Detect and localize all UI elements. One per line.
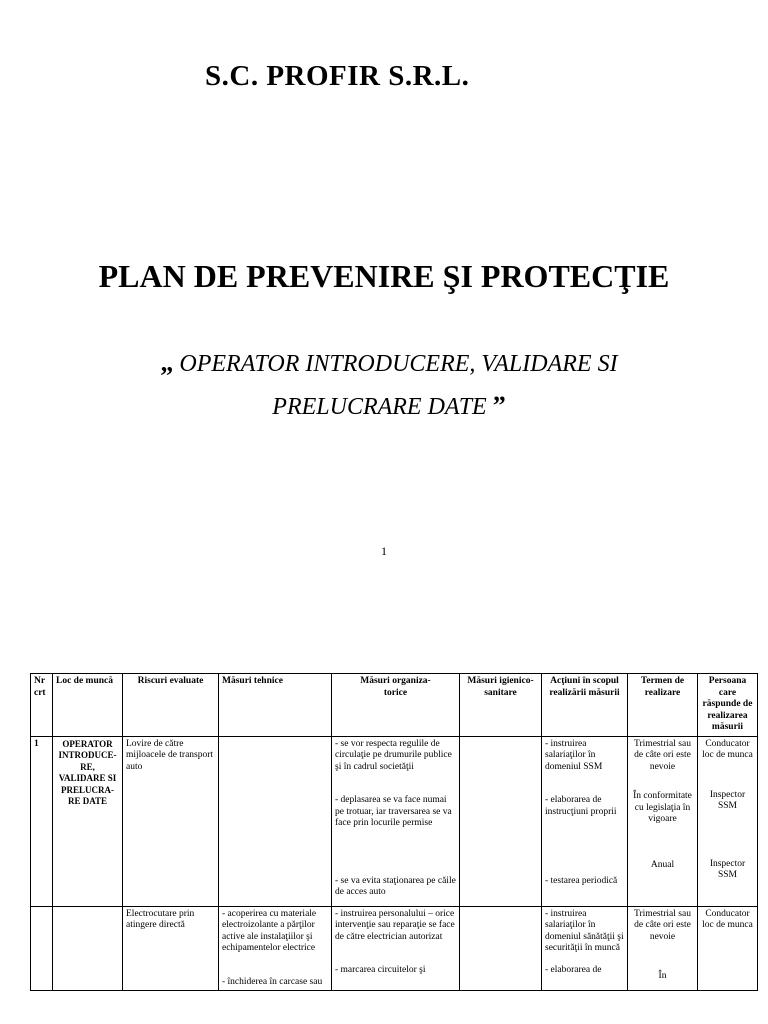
row-actiuni — [542, 736, 628, 906]
organizatorice-item: - se vor respecta regulile de circulaţie pe drumurile publice şi în cadrul societăţii — [335, 738, 452, 772]
termen-item: În conformitate cu legislaţia în vigoare — [633, 791, 692, 824]
persoana-item: Conducator loc de munca — [702, 908, 753, 930]
row-nr — [31, 906, 53, 991]
tehnice-item: - acoperirea cu materiale electroizolante a părţilor active ale instalaţiilor şi echipamentelor electrice — [222, 908, 317, 953]
row-igienico — [460, 906, 542, 991]
organizatorice-item: - instruirea personalului – orice intervenţie sau reparaţie se face de către electrician autorizat — [335, 908, 455, 942]
row-igienico — [460, 736, 542, 906]
actiuni-item: - instruirea salariaţilor în domeniul sănătăţii şi securităţii în muncă — [545, 908, 624, 953]
col-header-organizatorice: Măsuri organiza- torice — [332, 674, 460, 737]
risk-plan-table — [30, 673, 758, 991]
row-risc: Electrocutare prin atingere directă — [123, 906, 219, 991]
row-tehnice — [219, 736, 332, 906]
termen-item: În — [658, 971, 667, 981]
company-name: S.C. PROFIR S.R.L. — [205, 60, 470, 92]
row-organizatorice — [332, 906, 460, 991]
table-row — [31, 736, 758, 906]
row-risc: Lovire de către mijloacele de transport auto — [123, 736, 219, 906]
actiuni-item: - testarea periodică — [545, 876, 618, 886]
persoana-item: Inspector SSM — [709, 858, 746, 880]
table-header-row — [31, 674, 758, 737]
row-tehnice — [219, 906, 332, 991]
tehnice-item: - închiderea în carcase sau — [222, 976, 323, 987]
close-quote: ” — [492, 391, 506, 420]
persoana-item: Conducator loc de munca — [702, 738, 753, 760]
col-header-persoana: Persoana care răspunde de realizarea măsurii — [698, 674, 758, 737]
termen-item: Trimestrial sau de câte ori este nevoie — [634, 738, 691, 772]
col-header-tehnice: Măsuri tehnice — [219, 674, 332, 737]
col-header-loc: Loc de muncă — [53, 674, 123, 737]
termen-item: Trimestrial sau de câte ori este nevoie — [634, 908, 691, 942]
organizatorice-item: - se va evita staţionarea pe căile de acces auto — [335, 875, 456, 897]
row-loc: OPERATOR INTRODUCE-RE, VALIDARE SI PRELUCRA-RE DATE — [53, 736, 123, 906]
subtitle-line-1: OPERATOR INTRODUCERE, VALIDARE SI — [179, 351, 618, 377]
plan-subtitle — [60, 342, 718, 428]
actiuni-item: - elaborarea de instrucţiuni proprii — [545, 795, 617, 817]
col-header-igienico: Măsuri igienico-sanitare — [460, 674, 542, 737]
actiuni-item: - elaborarea de — [545, 964, 602, 975]
row-organizatorice — [332, 736, 460, 906]
row-termen — [628, 736, 698, 906]
row-termen — [628, 906, 698, 991]
row-nr: 1 — [31, 736, 53, 906]
page-number: 1 — [381, 544, 387, 558]
row-persoana — [698, 736, 758, 906]
plan-title: PLAN DE PREVENIRE ŞI PROTECŢIE — [98, 258, 670, 294]
col-header-riscuri: Riscuri evaluate — [123, 674, 219, 737]
actiuni-item: - instruirea salariaţilor în domeniul SSM — [545, 738, 603, 772]
termen-item: Anual — [650, 859, 675, 870]
col-header-actiuni: Acţiuni în scopul realizării măsurii — [542, 674, 628, 737]
subtitle-line-2: PRELUCRARE DATE — [272, 394, 487, 420]
persoana-item: Inspector SSM — [709, 789, 746, 811]
row-loc — [53, 906, 123, 991]
open-quote: „ — [160, 348, 174, 377]
col-header-termen: Termen de realizare — [628, 674, 698, 737]
col-header-nr: Nr crt — [31, 674, 53, 737]
row-actiuni — [542, 906, 628, 991]
table-row — [31, 906, 758, 991]
row-persoana — [698, 906, 758, 991]
organizatorice-item: - marcarea circuitelor şi — [335, 965, 426, 975]
organizatorice-item: - deplasarea se va face numai pe trotuar, iar traversarea se va face prin locurile permise — [335, 795, 452, 828]
